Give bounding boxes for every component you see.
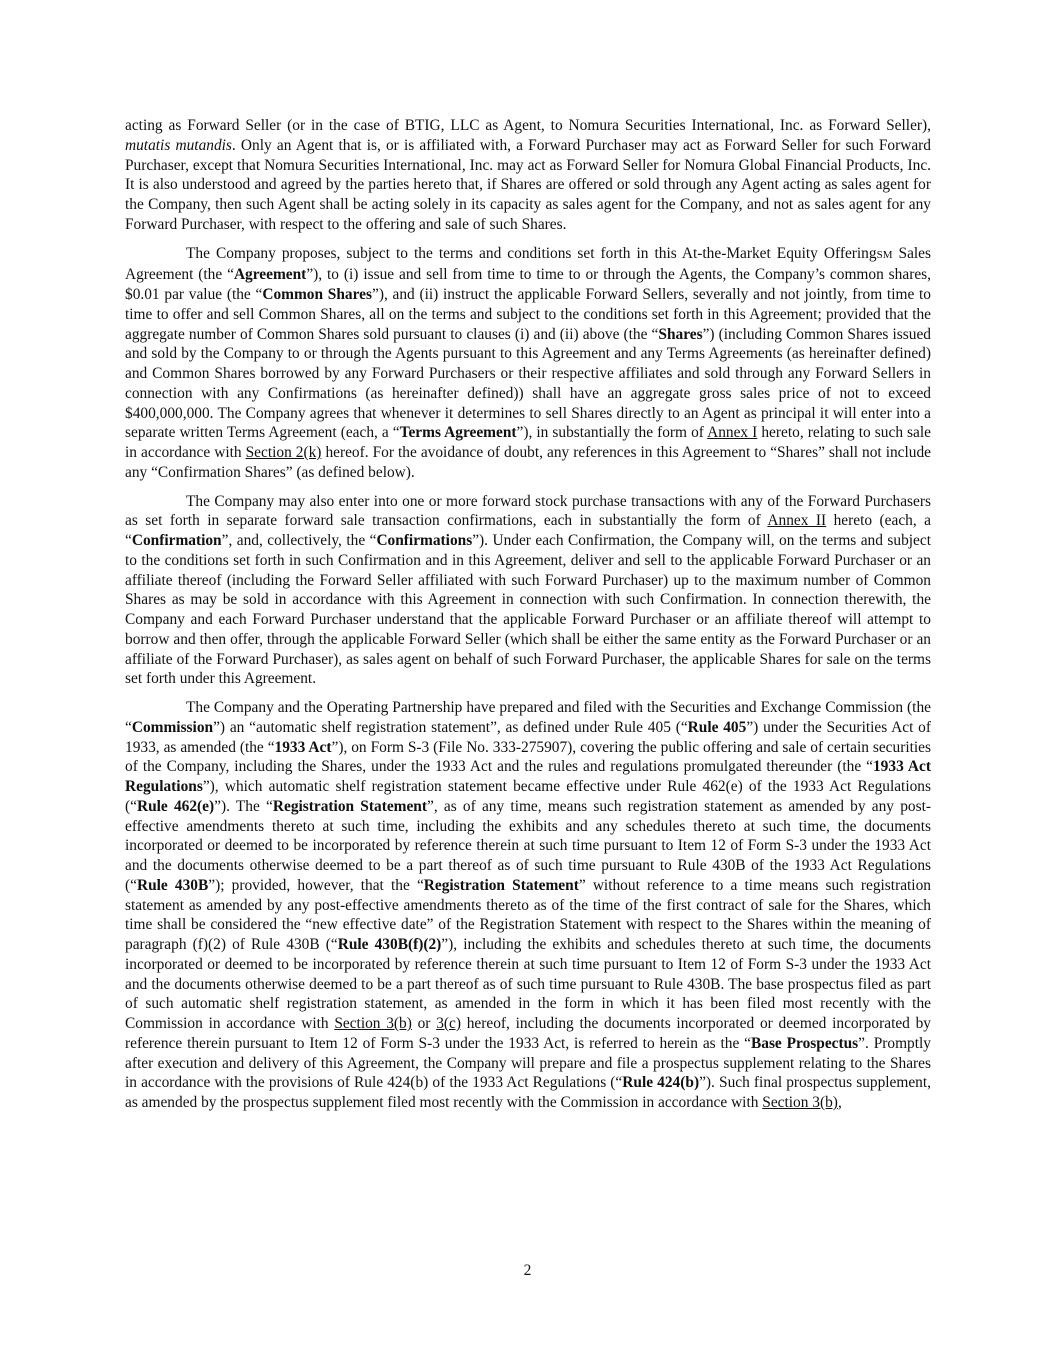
text-run: ”). Under each Confirmation, the Company will, on the terms and subject to the conditions set forth in such Confirmation and in this Agreement, deliver and sell to the applicable Forward Purchaser or an affiliate thereof (including the Forward Seller affiliated with such Forward Purchaser) up to the maximum number of Common Shares as may be sold in accordance with this Agreement in connection with such Confirmation. In connection therewith, the Company and each Forward Purchaser understand that the applicable Forward Purchaser or an affiliate thereof will attempt to borrow and then offer, through the applicable Forward Seller (which shall be either the same entity as the Forward Purchaser or an affiliate of the Forward Purchaser), as sales agent on behalf of such Forward Purchaser, the applicable Shares for sale on the terms set forth under this Agreement. [125,532,931,688]
text-run: acting as Forward Seller (or in the case of BTIG, LLC as Agent, to Nomura Securities International, Inc. as Forward Seller), [125,117,931,134]
text-run: or [411,1015,437,1032]
text-run: ”), to (i) issue and sell from time to time to or through the Agents, the Company’s common shares, $0.01 par value (the “ [125,266,931,303]
text-run: hereof. For the avoidance of doubt, any references in this Agreement to “Shares” shall not include any “Confirmation Shares” (as defined below). [125,444,932,481]
defined-term: Confirmation [131,532,222,549]
text-run: ”). Such final prospectus supplement, as amended by the prospectus supplement filed most recently with the Commission in accordance with [125,1074,931,1111]
defined-term: Rule 424(b) [622,1074,700,1092]
defined-term: Registration Statement [272,797,427,815]
text-run: hereto, relating to such sale in accordance with [125,424,931,461]
italic-text: mutatis mutandis [125,136,232,154]
paragraph-1 [125,116,931,235]
defined-term: Confirmations [376,532,473,549]
defined-term: Rule 430B [136,876,209,894]
defined-term: Registration Statement [423,876,579,894]
text-run: ”). The “ [214,797,273,815]
text-run: ”), in substantially the form of [516,424,708,442]
text-run: . Only an Agent that is, or is affiliated with, a Forward Purchaser may act as Forward Seller for such Forward Purchaser, except that Nomura Securities International, Inc. may act as Forward Seller for Nomura Global Financial Products, Inc. It is also understood and agreed by the parties hereto that, if Shares are offered or sold through any Agent acting as sales agent for the Company, then such Agent shall be acting solely in its capacity as sales agent for the Company, and not as sales agent for any Forward Purchaser, with respect to the offering and sale of such Shares. [125,136,932,233]
defined-term: Terms Agreement [399,424,517,442]
defined-term: 1933 Act Regulations [125,758,931,795]
page-number: 2 [523,1262,532,1279]
text-run: ”); provided, however, that the “ [208,876,424,894]
text-run: ”) an “automatic shelf registration statement”, as defined under Rule 405 (“ [213,718,688,736]
paragraph-3 [125,492,931,690]
defined-term: Shares [658,325,703,343]
cross-reference: Section 3(b) [762,1094,838,1111]
text-run: ”) under the Securities Act of 1933, as amended (the “ [125,718,931,756]
defined-term: Commission [131,718,214,736]
defined-term: 1933 Act [274,738,332,756]
text-run: ”, as of any time, means such registration statement as amended by any post-effective amendments thereto at such time, including the exhibits and any schedules thereto at such time, the documents incorporated or deemed to be incorporated by reference therein at such time pursuant to Item 12 of Form S-3 under the 1933 Act and the documents otherwise deemed to be a part thereof as of such time pursuant to Rule 430B of the 1933 Act Regulations (“ [125,797,931,894]
cross-reference: Annex I [707,424,758,442]
defined-term: Base Prospectus [750,1034,859,1052]
text-run: ”), which automatic shelf registration statement became effective under Rule 462(e) of the 1933 Act Regulations (“ [125,778,931,815]
text-run: ”), and (ii) instruct the applicable Forward Sellers, severally and not jointly, from time to time to offer and sell Common Shares, all on the terms and subject to the conditions set forth in this Agreement; provided that the aggregate number of Common Shares sold pursuant to clauses (i) and (ii) above (the “ [125,286,931,343]
text-run: The Company proposes, subject to the terms and conditions set forth in this At-the-Market Equity Offering [186,244,877,262]
text-run: ” without reference to a time means such registration statement as amended by any post-effective amendments thereto as of the time of the first contract of sale for the Shares, which time shall be considered the “new effective date” of the Registration Statement with respect to the Shares within the meaning of paragraph (f)(2) of Rule 430B (“ [125,876,931,953]
text-run: Sales Agreement (the “ [125,244,931,284]
cross-reference: Annex II [767,512,827,530]
service-mark: SM [876,248,893,261]
defined-term: Rule 430B(f)(2) [337,936,442,953]
text-run: The Company may also enter into one or more forward stock purchase transactions with any of the Forward Purchasers as set forth in separate forward sale transaction confirmations, each in substantially the form of [125,492,931,530]
text-run: ”), including the exhibits and schedules thereto at such time, the documents incorporated or deemed to be incorporated by reference therein at such time pursuant to Item 12 of Form S-3 under the 1933 Act and the documents otherwise deemed to be a part thereof as of such time pursuant to Rule 430B. The base prospectus filed as part of such automatic shelf registration statement, as amended in the form in which it has been filed most recently with the Commission in accordance with [125,936,932,1032]
defined-term: Agreement [233,266,307,284]
document-page [125,116,931,1276]
text-run: ”, and, collectively, the “ [221,532,377,549]
cross-reference: Section 2(k) [245,444,322,461]
text-run: hereto (each, a “ [125,512,931,549]
cross-reference: Section 3(b) [334,1015,412,1032]
defined-term: Rule 405 [687,718,747,736]
paragraph-2 [125,244,931,483]
text-run: ”. Promptly after execution and delivery of this Agreement, the Company will prepare and file a prospectus supplement relating to the Shares in accordance with the provisions of Rule 424(b) of the 1933 Act Regulations (“ [125,1034,931,1092]
text-run: ”) (including Common Shares issued and sold by the Company to or through the Agents pursuant to this Agreement and any Terms Agreements (as hereinafter defined) and Common Shares borrowed by any Forward Purchasers or their respective affiliates and sold through any Forward Sellers in connection with any Confirmations (as hereinafter defined)) shall have an aggregate gross sales price of not to exceed $400,000,000. The Company agrees that whenever it determines to sell Shares directly to an Agent as principal it will enter into a separate written Terms Agreement (each, a “ [125,325,931,442]
defined-term: Rule 462(e) [136,797,215,815]
text-run: hereof, including the documents incorporated or deemed incorporated by reference therein pursuant to Item 12 of Form S-3 under the 1933 Act, is referred to herein as the “ [125,1015,932,1052]
defined-term: Common Shares [262,286,372,303]
text-run: ”), on Form S-3 (File No. 333-275907), covering the public offering and sale of certain securities of the Company, including the Shares, under the 1933 Act and the rules and regulations promulgated thereunder (the “ [125,738,931,776]
paragraph-4 [125,698,931,1113]
cross-reference: 3(c) [436,1015,461,1032]
text-run: The Company and the Operating Partnership have prepared and filed with the Securities and Exchange Commission (the “ [125,699,931,736]
text-run: , [837,1094,842,1111]
